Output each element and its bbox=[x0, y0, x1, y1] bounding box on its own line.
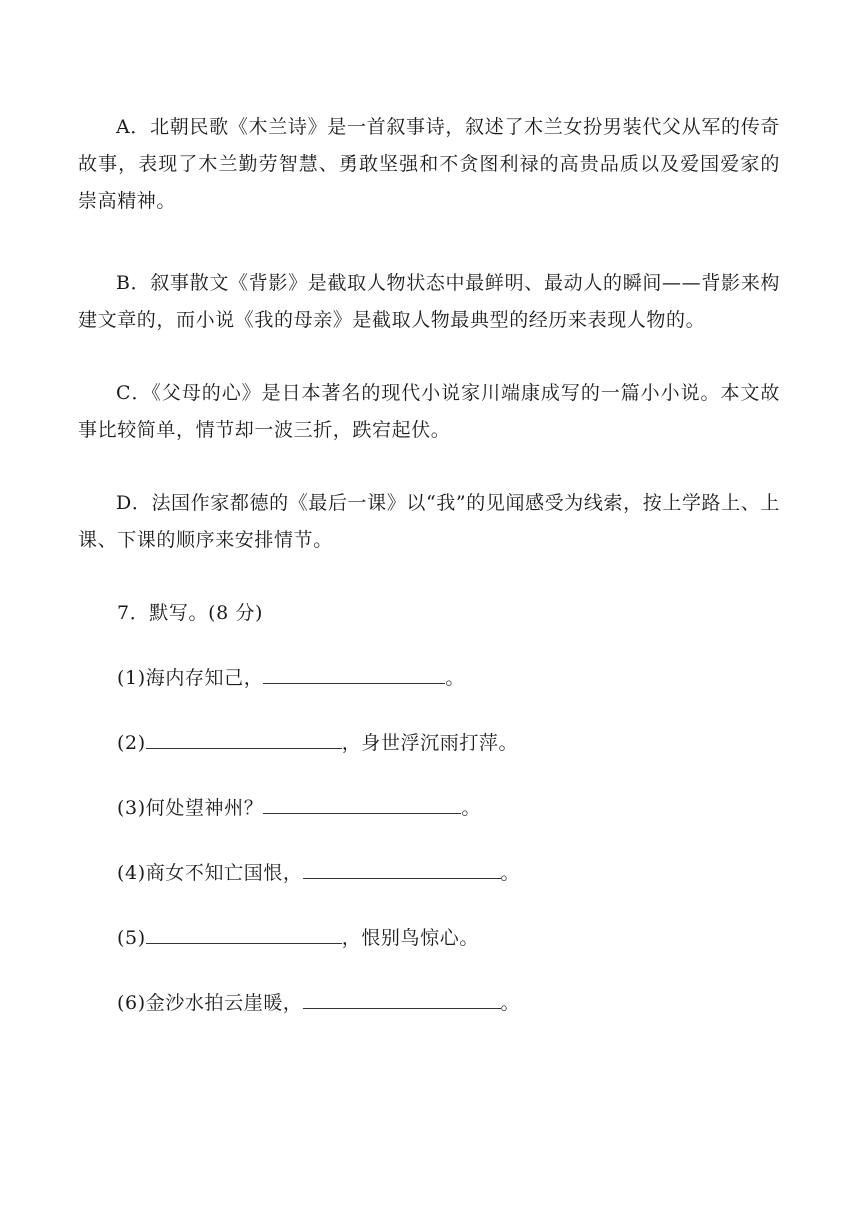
answer-blank-6[interactable] bbox=[303, 986, 501, 1009]
fill-item-2 bbox=[117, 725, 518, 762]
fill-item-6-prefix: (6)金沙水拍云崖暖， bbox=[117, 992, 303, 1014]
fill-item-2-suffix: ，身世浮沉雨打萍。 bbox=[341, 732, 519, 754]
question-7-title: 7．默写。(8 分) bbox=[117, 602, 264, 624]
fill-item-1-suffix: 。 bbox=[445, 667, 465, 689]
fill-item-1-prefix: (1)海内存知己， bbox=[117, 667, 264, 689]
fill-item-6 bbox=[117, 985, 520, 1022]
answer-blank-2[interactable] bbox=[146, 726, 342, 749]
fill-item-5 bbox=[117, 920, 479, 957]
option-c: C．《父母的心》是日本著名的现代小说家川端康成写的一篇小小说。本文故事比较简单，情节却一波三折，跌宕起伏。 bbox=[78, 382, 780, 441]
answer-blank-1[interactable] bbox=[263, 661, 445, 684]
fill-item-2-prefix: (2) bbox=[117, 732, 146, 754]
fill-item-4-prefix: (4)商女不知亡国恨， bbox=[117, 862, 303, 884]
fill-item-3-prefix: (3)何处望神州？ bbox=[117, 797, 264, 819]
fill-item-4-suffix: 。 bbox=[500, 862, 521, 884]
fill-item-1 bbox=[117, 660, 465, 697]
option-d: D．法国作家都德的《最后一课》以“我”的见闻感受为线索，按上学路上、上课、下课的顺序来安排情节。 bbox=[78, 492, 780, 551]
fill-item-3-suffix: 。 bbox=[461, 797, 481, 819]
option-b: B．叙事散文《背影》是截取人物状态中最鲜明、最动人的瞬间——背影来构建文章的，而小说《我的母亲》是截取人物最典型的经历来表现人物的。 bbox=[78, 272, 780, 331]
fill-item-5-suffix: ，恨别鸟惊心。 bbox=[341, 927, 479, 949]
fill-item-6-suffix: 。 bbox=[500, 992, 521, 1014]
option-a: A．北朝民歌《木兰诗》是一首叙事诗，叙述了木兰女扮男装代父从军的传奇故事，表现了木兰勤劳智慧、勇敢坚强和不贪图利禄的高贵品质以及爱国爱家的崇高精神。 bbox=[78, 116, 780, 212]
answer-blank-3[interactable] bbox=[263, 791, 461, 814]
answer-blank-5[interactable] bbox=[146, 921, 342, 944]
fill-item-4 bbox=[117, 855, 520, 892]
fill-item-5-prefix: (5) bbox=[117, 927, 146, 949]
fill-item-3 bbox=[117, 790, 481, 827]
answer-blank-4[interactable] bbox=[303, 856, 501, 879]
